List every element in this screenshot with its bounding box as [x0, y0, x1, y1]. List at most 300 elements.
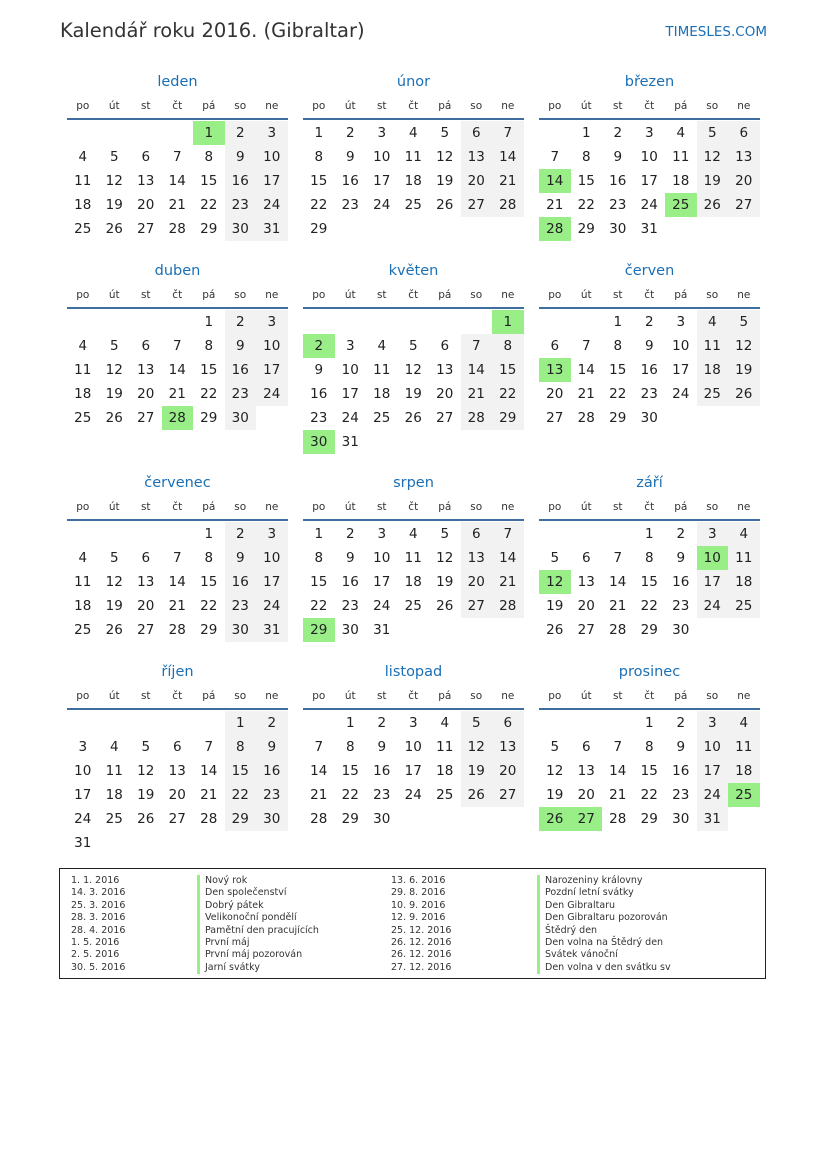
day-grid: [539, 710, 760, 831]
day-cell: 27: [492, 783, 524, 807]
day-cell: 10: [697, 735, 729, 759]
day-cell: 14: [461, 358, 493, 382]
weekday-label: čt: [408, 289, 419, 301]
day-cell: 14: [492, 546, 524, 570]
weekday-label: pá: [674, 690, 688, 702]
weekday-label: pá: [438, 501, 452, 513]
day-cell-holiday: 25: [728, 783, 760, 807]
day-empty: [602, 711, 634, 735]
day-cell: 20: [461, 169, 493, 193]
day-empty: [162, 121, 194, 145]
day-cell: 30: [609, 221, 627, 237]
holiday-name: Štědrý den: [537, 925, 671, 937]
day-cell: 7: [492, 121, 524, 145]
day-cell: 23: [640, 386, 658, 402]
day-cell: 17: [256, 570, 288, 594]
day-cell: 12: [546, 763, 564, 779]
day-cell: 13: [137, 574, 155, 590]
day-cell: 31: [640, 221, 658, 237]
day-cell: 24: [256, 193, 288, 217]
day-cell: 11: [74, 173, 92, 189]
day-cell: 15: [310, 574, 328, 590]
day-cell: 21: [609, 787, 627, 803]
day-cell: 23: [225, 193, 257, 217]
holiday-date: 1. 5. 2016: [71, 936, 120, 948]
weekday-header: [67, 497, 288, 521]
day-cell: 10: [74, 763, 92, 779]
weekday-label: so: [706, 100, 719, 112]
holiday-name: Svátek vánoční: [537, 949, 671, 961]
day-cell: 10: [672, 338, 690, 354]
day-cell: 6: [581, 739, 591, 755]
weekday-label: pá: [438, 289, 452, 301]
day-cell: 21: [310, 787, 328, 803]
day-cell: 3: [345, 338, 355, 354]
day-cell: 21: [609, 598, 627, 614]
day-cell: 20: [436, 386, 454, 402]
weekday-label: čt: [408, 690, 419, 702]
day-cell: 28: [168, 221, 186, 237]
day-cell: 16: [373, 763, 391, 779]
day-cell: 2: [345, 526, 355, 542]
day-cell: 20: [728, 169, 760, 193]
holiday-date: 12. 9. 2016: [391, 912, 446, 924]
day-cell: 13: [137, 362, 155, 378]
day-cell: 3: [408, 715, 418, 731]
day-cell: 19: [105, 386, 123, 402]
month-březen: [539, 72, 760, 241]
day-cell: 29: [200, 410, 218, 426]
day-cell-holiday: 29: [303, 618, 335, 642]
weekday-label: po: [548, 100, 562, 112]
weekday-label: so: [706, 501, 719, 513]
day-cell: 3: [256, 310, 288, 334]
weekday-label: út: [108, 501, 120, 513]
day-cell: 6: [141, 338, 151, 354]
day-cell: 21: [200, 787, 218, 803]
day-cell: 9: [225, 145, 257, 169]
day-cell-holiday: 26: [539, 807, 571, 831]
weekday-label: čt: [172, 100, 183, 112]
holiday-name: Velikonoční pondělí: [197, 912, 319, 924]
day-cell: 10: [640, 149, 658, 165]
weekday-label: so: [234, 690, 247, 702]
day-cell: 20: [168, 787, 186, 803]
weekday-header: [539, 96, 760, 120]
day-cell-holiday: 1: [492, 310, 524, 334]
weekday-label: pá: [674, 289, 688, 301]
day-cell: 9: [676, 550, 686, 566]
day-cell: 29: [200, 622, 218, 638]
day-cell: 20: [577, 598, 595, 614]
day-cell: 17: [404, 763, 422, 779]
weekday-label: pá: [202, 289, 216, 301]
day-cell: 3: [644, 125, 654, 141]
day-cell: 22: [200, 386, 218, 402]
day-cell: 10: [373, 550, 391, 566]
weekday-label: st: [140, 289, 151, 301]
day-cell: 5: [550, 550, 560, 566]
day-grid: [303, 309, 524, 454]
day-cell: 23: [310, 410, 328, 426]
day-cell: 21: [577, 386, 595, 402]
month-únor: [303, 72, 524, 241]
day-empty: [303, 310, 335, 334]
day-cell-holiday: 2: [303, 334, 335, 358]
day-cell: 14: [168, 574, 186, 590]
day-cell: 1: [314, 526, 324, 542]
day-cell: 12: [436, 149, 454, 165]
weekday-label: út: [580, 289, 592, 301]
holiday-date: 2. 5. 2016: [71, 949, 120, 961]
day-cell: 1: [204, 314, 214, 330]
day-cell: 29: [310, 221, 328, 237]
day-cell: 12: [137, 763, 155, 779]
day-empty: [130, 522, 162, 546]
day-grid: [67, 120, 288, 241]
day-cell: 26: [105, 410, 123, 426]
day-cell: 6: [581, 550, 591, 566]
day-cell: 6: [461, 522, 493, 546]
day-cell: 25: [728, 594, 760, 618]
weekday-header: [303, 497, 524, 521]
day-cell: 22: [609, 386, 627, 402]
day-cell: 4: [78, 550, 88, 566]
day-cell: 2: [225, 522, 257, 546]
day-cell: 25: [436, 787, 454, 803]
holiday-name: Pozdní letní svátky: [537, 887, 671, 899]
day-cell: 13: [461, 546, 493, 570]
day-cell: 6: [172, 739, 182, 755]
day-cell: 10: [256, 145, 288, 169]
day-cell: 15: [609, 362, 627, 378]
day-cell: 3: [697, 522, 729, 546]
day-cell: 30: [373, 811, 391, 827]
day-cell: 15: [225, 759, 257, 783]
day-cell: 27: [436, 410, 454, 426]
month-name: únor: [396, 74, 431, 90]
weekday-label: po: [312, 100, 326, 112]
day-cell: 21: [461, 382, 493, 406]
day-empty: [366, 310, 398, 334]
day-cell: 25: [105, 811, 123, 827]
day-cell: 13: [728, 145, 760, 169]
day-cell: 24: [404, 787, 422, 803]
day-cell: 8: [314, 149, 324, 165]
day-cell-holiday: 1: [193, 121, 225, 145]
month-prosinec: [539, 662, 760, 831]
day-empty: [398, 310, 430, 334]
day-empty: [67, 522, 99, 546]
day-cell: 18: [74, 598, 92, 614]
day-cell: 22: [200, 598, 218, 614]
day-empty: [539, 711, 571, 735]
day-cell: 18: [404, 574, 422, 590]
day-cell: 27: [137, 410, 155, 426]
weekday-label: st: [612, 501, 623, 513]
holiday-date: 25. 3. 2016: [71, 899, 126, 911]
weekday-label: po: [548, 690, 562, 702]
holiday-date: 25. 12. 2016: [391, 924, 452, 936]
day-cell: 24: [373, 197, 391, 213]
day-cell: 30: [225, 217, 257, 241]
weekday-label: pá: [674, 100, 688, 112]
day-cell: 18: [697, 358, 729, 382]
weekday-label: čt: [172, 501, 183, 513]
day-cell: 31: [373, 622, 391, 638]
holiday-name: Narozeniny královny: [537, 875, 671, 887]
day-cell: 30: [225, 618, 257, 642]
day-cell: 14: [168, 362, 186, 378]
day-cell: 5: [697, 121, 729, 145]
holiday-date: 14. 3. 2016: [71, 887, 126, 899]
month-name: srpen: [393, 475, 434, 491]
weekday-label: st: [376, 100, 387, 112]
weekday-label: po: [548, 501, 562, 513]
day-cell: 19: [404, 386, 422, 402]
day-cell: 28: [200, 811, 218, 827]
day-cell: 16: [341, 173, 359, 189]
day-cell: 2: [644, 314, 654, 330]
day-cell: 18: [74, 197, 92, 213]
day-cell: 11: [436, 739, 454, 755]
day-grid: [303, 120, 524, 241]
weekday-label: út: [108, 289, 120, 301]
day-cell: 23: [672, 787, 690, 803]
day-cell: 19: [137, 787, 155, 803]
holiday-date: 30. 5. 2016: [71, 961, 126, 973]
day-empty: [193, 711, 225, 735]
day-cell: 26: [105, 622, 123, 638]
day-cell: 4: [728, 522, 760, 546]
day-cell: 28: [492, 594, 524, 618]
day-cell: 1: [581, 125, 591, 141]
day-cell: 27: [137, 221, 155, 237]
day-empty: [162, 711, 194, 735]
day-cell: 25: [697, 382, 729, 406]
holiday-date: 26. 12. 2016: [391, 936, 452, 948]
weekday-header: [67, 96, 288, 120]
day-cell: 18: [404, 173, 422, 189]
day-cell: 8: [581, 149, 591, 165]
day-cell: 8: [644, 550, 654, 566]
day-cell: 29: [200, 221, 218, 237]
day-cell: 10: [404, 739, 422, 755]
weekday-label: pá: [202, 690, 216, 702]
day-cell: 12: [697, 145, 729, 169]
day-cell: 2: [345, 125, 355, 141]
day-empty: [539, 522, 571, 546]
day-cell: 23: [373, 787, 391, 803]
weekday-label: ne: [737, 100, 751, 112]
site-link[interactable]: TIMESLES.COM: [665, 24, 767, 40]
day-cell: 24: [256, 382, 288, 406]
day-cell: 3: [78, 739, 88, 755]
weekday-label: út: [108, 100, 120, 112]
day-cell: 7: [461, 334, 493, 358]
holiday-legend: [59, 868, 766, 979]
weekday-label: st: [376, 289, 387, 301]
day-empty: [539, 310, 571, 334]
holiday-name: Den Gibraltaru: [537, 900, 671, 912]
weekday-label: pá: [674, 501, 688, 513]
day-cell: 29: [640, 622, 658, 638]
month-červen: [539, 261, 760, 430]
day-cell: 20: [577, 787, 595, 803]
day-cell: 25: [373, 410, 391, 426]
day-cell: 8: [204, 338, 214, 354]
weekday-label: so: [470, 100, 483, 112]
day-cell: 4: [408, 526, 418, 542]
holiday-name: Pamětní den pracujících: [197, 925, 319, 937]
day-cell: 5: [109, 149, 119, 165]
day-cell: 28: [609, 622, 627, 638]
day-cell: 6: [461, 121, 493, 145]
day-cell: 30: [341, 622, 359, 638]
weekday-label: st: [612, 289, 623, 301]
day-cell: 13: [577, 574, 595, 590]
month-name: leden: [157, 74, 198, 90]
weekday-label: út: [580, 690, 592, 702]
day-empty: [571, 310, 603, 334]
day-cell: 15: [492, 358, 524, 382]
weekday-label: čt: [172, 289, 183, 301]
day-cell: 4: [377, 338, 387, 354]
day-cell: 22: [640, 598, 658, 614]
day-cell: 4: [728, 711, 760, 735]
day-cell: 13: [436, 362, 454, 378]
day-cell: 5: [109, 338, 119, 354]
weekday-label: út: [580, 100, 592, 112]
day-cell: 6: [141, 550, 151, 566]
day-cell: 19: [436, 173, 454, 189]
day-grid: [303, 521, 524, 642]
day-cell: 12: [404, 362, 422, 378]
day-cell: 15: [341, 763, 359, 779]
weekday-label: pá: [202, 100, 216, 112]
day-cell: 18: [728, 759, 760, 783]
day-cell: 22: [492, 382, 524, 406]
day-cell: 13: [461, 145, 493, 169]
day-cell: 5: [440, 526, 450, 542]
day-cell: 26: [105, 221, 123, 237]
day-cell-holiday: 28: [539, 217, 571, 241]
day-empty: [602, 522, 634, 546]
holiday-dates-col-2: [391, 875, 451, 974]
day-cell: 20: [461, 570, 493, 594]
weekday-label: st: [376, 690, 387, 702]
day-cell: 26: [404, 410, 422, 426]
day-cell: 2: [256, 711, 288, 735]
weekday-label: út: [344, 690, 356, 702]
day-cell: 2: [225, 310, 257, 334]
month-srpen: [303, 473, 524, 642]
day-cell: 16: [310, 386, 328, 402]
day-cell: 11: [672, 149, 690, 165]
day-cell: 3: [676, 314, 686, 330]
day-cell: 10: [256, 546, 288, 570]
holiday-date: 1. 1. 2016: [71, 875, 120, 886]
day-cell: 14: [609, 574, 627, 590]
weekday-label: út: [344, 501, 356, 513]
day-cell: 30: [256, 807, 288, 831]
day-empty: [130, 121, 162, 145]
day-cell: 1: [613, 314, 623, 330]
day-cell: 16: [225, 169, 257, 193]
day-cell: 9: [314, 362, 324, 378]
month-leden: [67, 72, 288, 241]
day-cell-holiday: 28: [162, 406, 194, 430]
day-cell: 7: [550, 149, 560, 165]
day-grid: [67, 710, 288, 855]
day-cell: 16: [672, 574, 690, 590]
day-cell: 11: [728, 546, 760, 570]
weekday-label: st: [612, 100, 623, 112]
day-cell: 14: [577, 362, 595, 378]
day-cell: 9: [377, 739, 387, 755]
day-cell: 5: [440, 125, 450, 141]
day-cell: 15: [200, 362, 218, 378]
day-cell: 19: [436, 574, 454, 590]
day-cell: 2: [613, 125, 623, 141]
day-empty: [571, 522, 603, 546]
day-cell: 29: [609, 410, 627, 426]
day-cell: 16: [672, 763, 690, 779]
holiday-date: 26. 12. 2016: [391, 949, 452, 961]
day-cell: 26: [697, 193, 729, 217]
day-cell: 20: [137, 197, 155, 213]
day-grid: [539, 120, 760, 241]
weekday-label: so: [234, 100, 247, 112]
weekday-label: čt: [644, 690, 655, 702]
day-cell: 19: [546, 787, 564, 803]
weekday-label: út: [344, 289, 356, 301]
day-empty: [162, 522, 194, 546]
day-cell: 21: [546, 197, 564, 213]
weekday-label: ne: [737, 289, 751, 301]
weekday-label: čt: [172, 690, 183, 702]
holiday-name: Den Gibraltaru pozorován: [537, 912, 671, 924]
weekday-label: čt: [408, 501, 419, 513]
day-empty: [67, 121, 99, 145]
day-cell: 27: [137, 622, 155, 638]
day-empty: [461, 310, 493, 334]
day-cell: 28: [577, 410, 595, 426]
day-cell: 7: [172, 149, 182, 165]
day-cell: 11: [728, 735, 760, 759]
day-cell: 17: [341, 386, 359, 402]
month-duben: [67, 261, 288, 430]
holiday-name: Den volna v den svátku sv: [537, 962, 671, 974]
holiday-name: Jarní svátky: [197, 962, 319, 974]
day-cell: 27: [577, 622, 595, 638]
day-cell: 5: [408, 338, 418, 354]
day-cell: 22: [577, 197, 595, 213]
day-cell: 8: [204, 149, 214, 165]
day-cell: 19: [105, 598, 123, 614]
weekday-header: [303, 686, 524, 710]
holiday-date: 10. 9. 2016: [391, 899, 446, 911]
weekday-label: út: [108, 690, 120, 702]
day-cell: 17: [697, 570, 729, 594]
day-cell: 2: [676, 526, 686, 542]
day-grid: [67, 521, 288, 642]
day-cell: 16: [640, 362, 658, 378]
day-cell: 24: [640, 197, 658, 213]
day-cell: 4: [109, 739, 119, 755]
day-cell: 30: [672, 622, 690, 638]
weekday-label: čt: [408, 100, 419, 112]
